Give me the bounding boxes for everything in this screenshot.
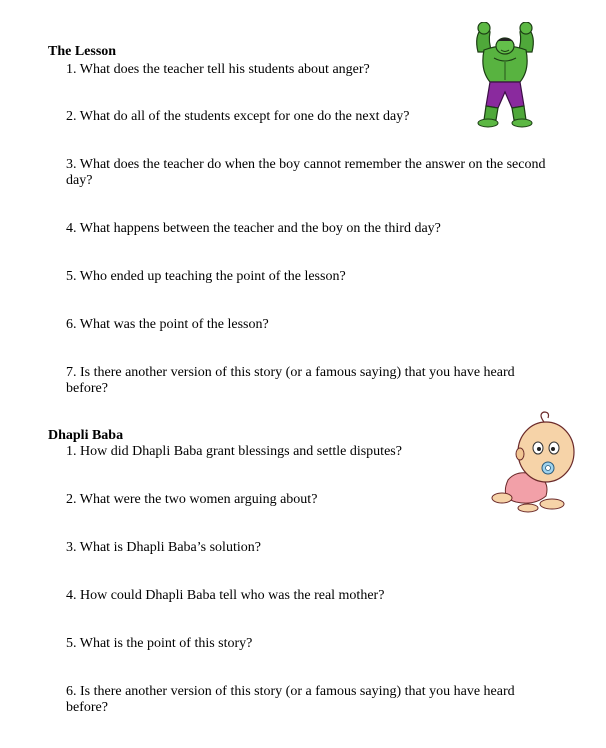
question-2-3: 3. What is Dhapli Baba’s solution? (66, 540, 261, 555)
question-1-2: 2. What do all of the students except for one do the next day? (66, 109, 410, 124)
question-1-4: 4. What happens between the teacher and the boy on the third day? (66, 221, 441, 236)
section-title-dhapli-baba: Dhapli Baba (48, 428, 124, 443)
section-title-the-lesson: The Lesson (48, 44, 117, 59)
question-2-4: 4. How could Dhapli Baba tell who was the real mother? (66, 588, 385, 603)
question-1-7: 7. Is there another version of this story (or a famous saying) that you have heard before? (66, 365, 515, 396)
question-1-3: 3. What does the teacher do when the boy cannot remember the answer on the second day? (66, 157, 546, 188)
question-1-5: 5. Who ended up teaching the point of the lesson? (66, 269, 346, 284)
question-2-1: 1. How did Dhapli Baba grant blessings and settle disputes? (66, 444, 402, 459)
question-2-2: 2. What were the two women arguing about? (66, 492, 318, 507)
hulk-cartoon-icon (470, 22, 540, 130)
crawling-baby-cartoon-icon (488, 410, 580, 514)
question-1-6: 6. What was the point of the lesson? (66, 317, 269, 332)
question-2-5: 5. What is the point of this story? (66, 636, 253, 651)
question-1-1: 1. What does the teacher tell his students about anger? (66, 62, 370, 77)
question-2-6: 6. Is there another version of this story (or a famous saying) that you have heard before? (66, 684, 515, 715)
